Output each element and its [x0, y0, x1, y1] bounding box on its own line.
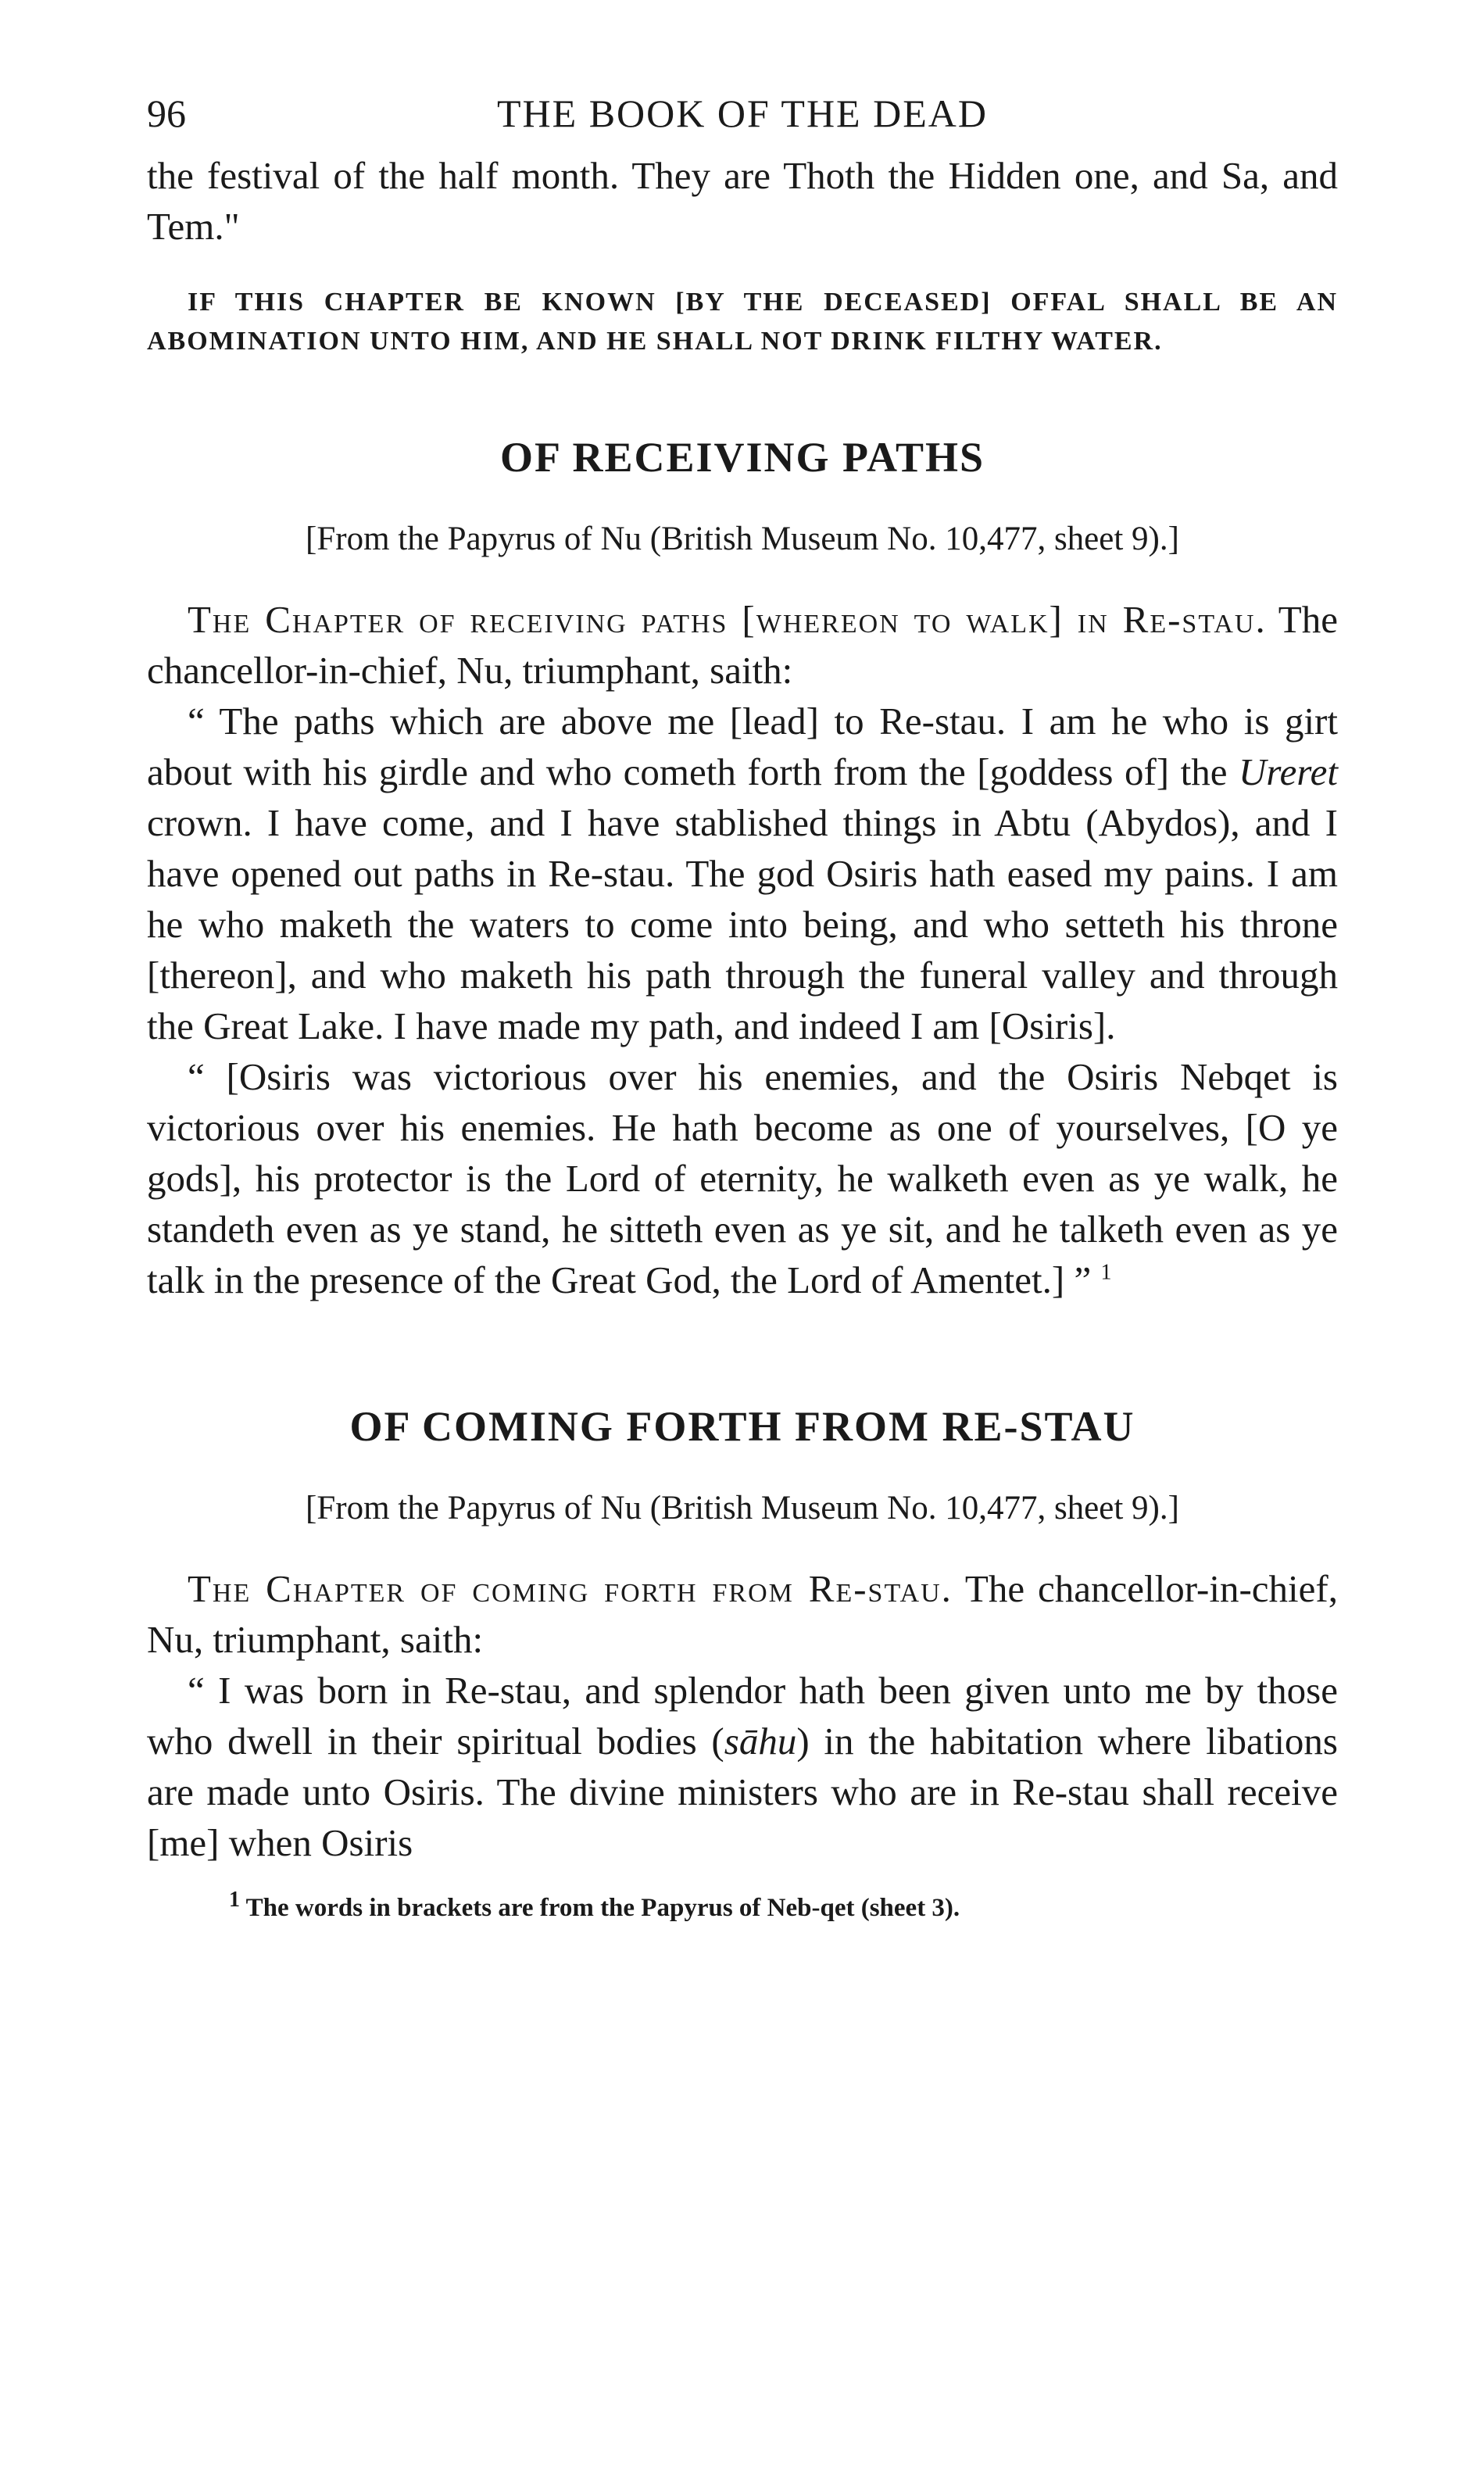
text-run: crown. I have come, and I have stablished things in Abtu (Abydos), and I have opened out paths in Re-stau. The god Osiris hath eased my pains. I am he who maketh the waters to come into being, and who setteth his throne [thereon], and who maketh his path through the funeral valley and through the Great Lake. I have made my path, and indeed I am [Osiris].	[147, 801, 1338, 1047]
text-run: ) in the habitation where libations are made unto Osiris. The divine ministers who are in Re-stau shall receive [me] when Osiris	[147, 1720, 1339, 1864]
chapter-heading: The Chapter of coming forth from Re-stau.	[188, 1567, 953, 1610]
text-run: “ [Osiris was victorious over his enemies, and the Osiris Nebqet is victorious over his enemies. He hath become as one of yourselves, [O ye gods], his protector is the Lord of eternity, he walketh even as ye walk, he standeth even as ye stand, he sitteth even as ye sit, and he talketh even as ye talk in the presence of the Great God, the Lord of Amentet.] ”	[147, 1055, 1338, 1301]
source-note: [From the Papyrus of Nu (British Museum No. 10,477, sheet 9).]	[306, 521, 1179, 557]
section-title: OF COMING FORTH FROM RE-STAU	[349, 1403, 1135, 1450]
chapter-paragraph	[147, 1563, 1338, 1665]
section-coming-forth	[147, 1399, 1338, 1868]
rubric-paragraph: IF THIS CHAPTER BE KNOWN [BY THE DECEASED] OFFAL SHALL BE AN ABOMINATION UNTO HIM, AND HE SHALL NOT DRINK FILTHY WATER.	[147, 288, 1338, 356]
continuation-paragraph: the festival of the half month. They are Thoth the Hidden one, and Sa, and Tem."	[147, 154, 1338, 248]
chapter-intro: The chancellor-in-chief, Nu, triumphant, saith:	[147, 598, 1338, 692]
footnote-number: 1	[229, 1888, 240, 1912]
chapter-intro: The chancellor-in-chief, Nu, triumphant, saith:	[147, 1567, 1338, 1661]
italic-term: Ureret	[1239, 750, 1339, 793]
footnote	[147, 1890, 1338, 1926]
page-header	[147, 86, 1338, 141]
chapter-heading: The Chapter of receiving paths [whereon to walk] in Re-stau.	[188, 598, 1267, 641]
text-run: “ The paths which are above me [lead] to Re-stau. I am he who is girt about with his girdle and who cometh forth from the [goddess of] the	[147, 700, 1338, 793]
source-note: [From the Papyrus of Nu (British Museum No. 10,477, sheet 9).]	[306, 1490, 1179, 1526]
text-run: “ I was born in Re-stau, and splendor hath been given unto me by those who dwell in their spiritual bodies (	[147, 1669, 1338, 1763]
section-title: OF RECEIVING PATHS	[499, 434, 985, 481]
footnote-marker: 1	[1100, 1260, 1112, 1285]
body-paragraph	[147, 1051, 1338, 1305]
italic-term: sāhu	[724, 1720, 797, 1763]
running-head: THE BOOK OF THE DEAD	[497, 91, 988, 135]
footnote-text: The words in brackets are from the Papyrus of Neb-qet (sheet 3).	[245, 1894, 960, 1922]
body-paragraph	[147, 696, 1338, 1051]
page-number: 96	[147, 91, 186, 135]
body-paragraph	[147, 1665, 1338, 1868]
chapter-paragraph	[147, 594, 1338, 696]
book-page	[147, 86, 1338, 1926]
section-receiving-paths	[147, 430, 1338, 1305]
